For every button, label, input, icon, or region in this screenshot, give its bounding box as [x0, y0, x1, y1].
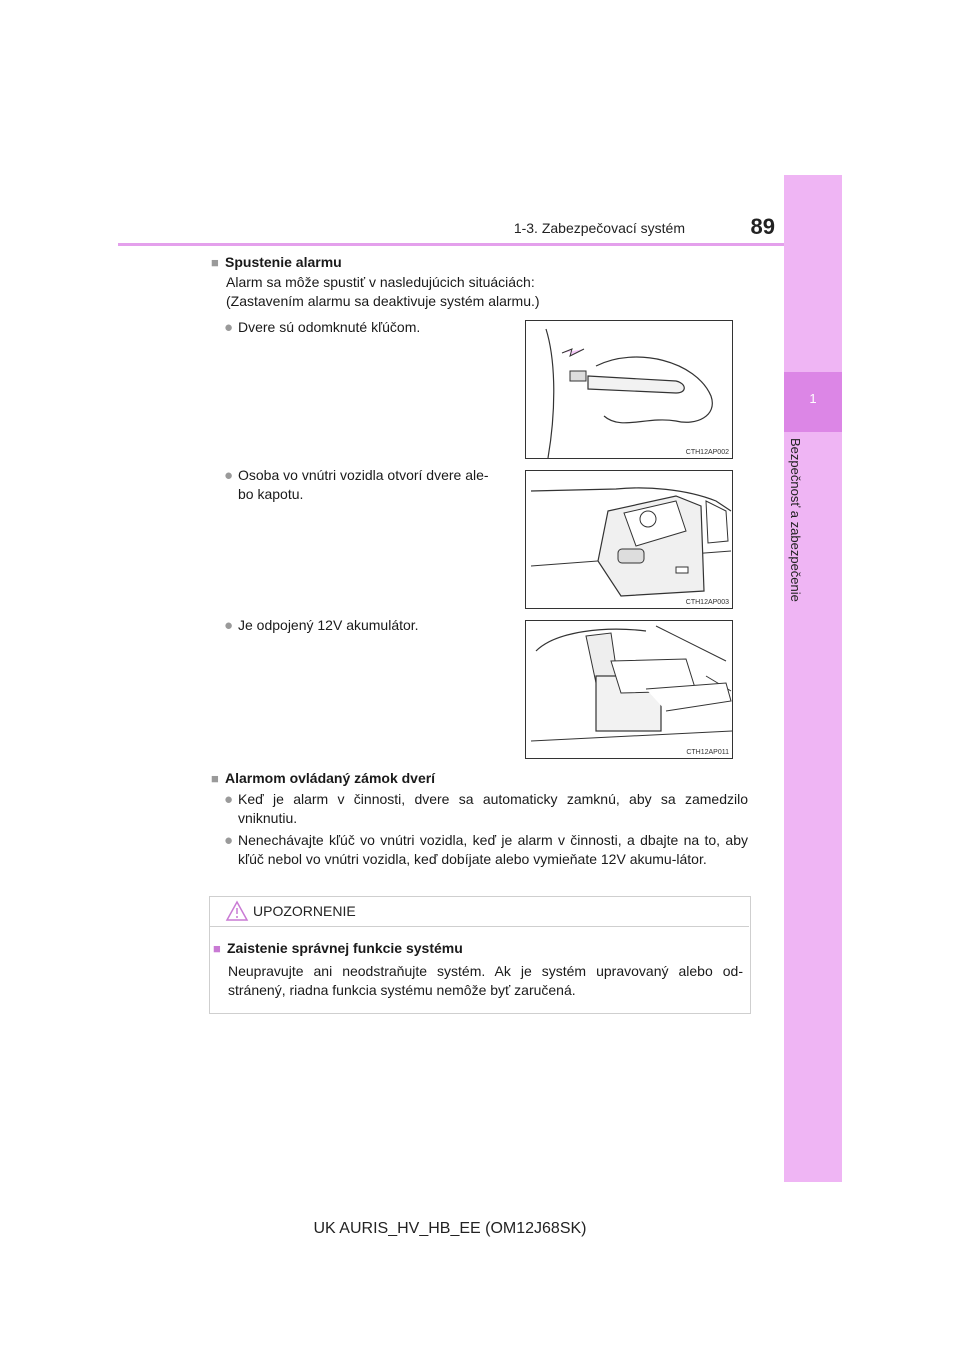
bullet-icon: ● [224, 617, 234, 634]
intro-line: Alarm sa môže spustiť v nasledujúcich situáciách: [226, 274, 535, 290]
list-item [224, 616, 509, 635]
section-intro [226, 273, 746, 311]
figure-code: CTH12AP003 [685, 599, 729, 606]
caution-title: UPOZORNENIE [253, 903, 356, 919]
section-heading-door-lock [211, 770, 435, 788]
car-door-illustration [526, 471, 732, 608]
square-bullet-icon: ■ [211, 255, 219, 270]
bullet-icon: ● [224, 467, 234, 484]
header-rule [118, 243, 842, 246]
caution-body: Neupravujte ani neodstraňujte systém. Ak je systém upravovaný alebo od-stránený, riadna funkcia systému nemôže byť zaručená. [228, 963, 743, 998]
footer-text: UK AURIS_HV_HB_EE (OM12J68SK) [313, 1220, 587, 1237]
chapter-tab-number: 1 [809, 391, 817, 406]
door-handle-illustration [526, 321, 732, 458]
list-item [224, 466, 514, 504]
square-bullet-icon: ■ [213, 941, 221, 956]
section-heading-alarm-trigger [211, 254, 342, 272]
list-item [224, 790, 748, 828]
chapter-tab-title: Bezpečnosť a zabezpečenie [788, 438, 803, 602]
caution-divider [210, 926, 749, 927]
list-item-text: Nenechávajte kľúč vo vnútri vozidla, keď je alarm v činnosti, a dbajte na to, aby kľúč nebol vo vnútri vozidla, keď dobíjate alebo vymieňate 12V akumu-látor. [238, 832, 748, 867]
intro-line: (Zastavením alarmu sa deaktivuje systém alarmu.) [226, 293, 540, 309]
figure-person-opening-door [525, 470, 733, 609]
caution-heading [213, 940, 463, 958]
figure-code: CTH12AP002 [685, 449, 729, 456]
section-heading-text: Spustenie alarmu [225, 254, 342, 270]
list-item [224, 831, 748, 869]
figure-door-key-unlock [525, 320, 733, 459]
list-item-text: Dvere sú odomknuté kľúčom. [238, 319, 421, 335]
bullet-icon: ● [224, 832, 234, 849]
caution-heading-text: Zaistenie správnej funkcie systému [227, 940, 463, 956]
figure-battery-disconnect [525, 620, 733, 759]
square-bullet-icon: ■ [211, 771, 219, 786]
list-item-text: Je odpojený 12V akumulátor. [238, 617, 419, 633]
bullet-icon: ● [224, 319, 234, 336]
battery-illustration [526, 621, 732, 758]
warning-triangle-icon [225, 900, 249, 927]
list-item-text: Keď je alarm v činnosti, dvere sa automaticky zamknú, aby sa zamedzilo vniknutiu. [238, 791, 748, 826]
chapter-tab-strip [784, 175, 842, 1182]
list-item-text: Osoba vo vnútri vozidla otvorí dvere ale-bo kapotu. [238, 467, 489, 502]
section-heading-text: Alarmom ovládaný zámok dverí [225, 770, 436, 786]
bullet-icon: ● [224, 791, 234, 808]
page-number: 89 [750, 214, 775, 239]
list-item [224, 318, 509, 337]
footer-model-code [0, 1220, 960, 1238]
figure-code: CTH12AP011 [686, 749, 729, 756]
header-section-title: 1-3. Zabezpečovací systém [513, 220, 685, 236]
